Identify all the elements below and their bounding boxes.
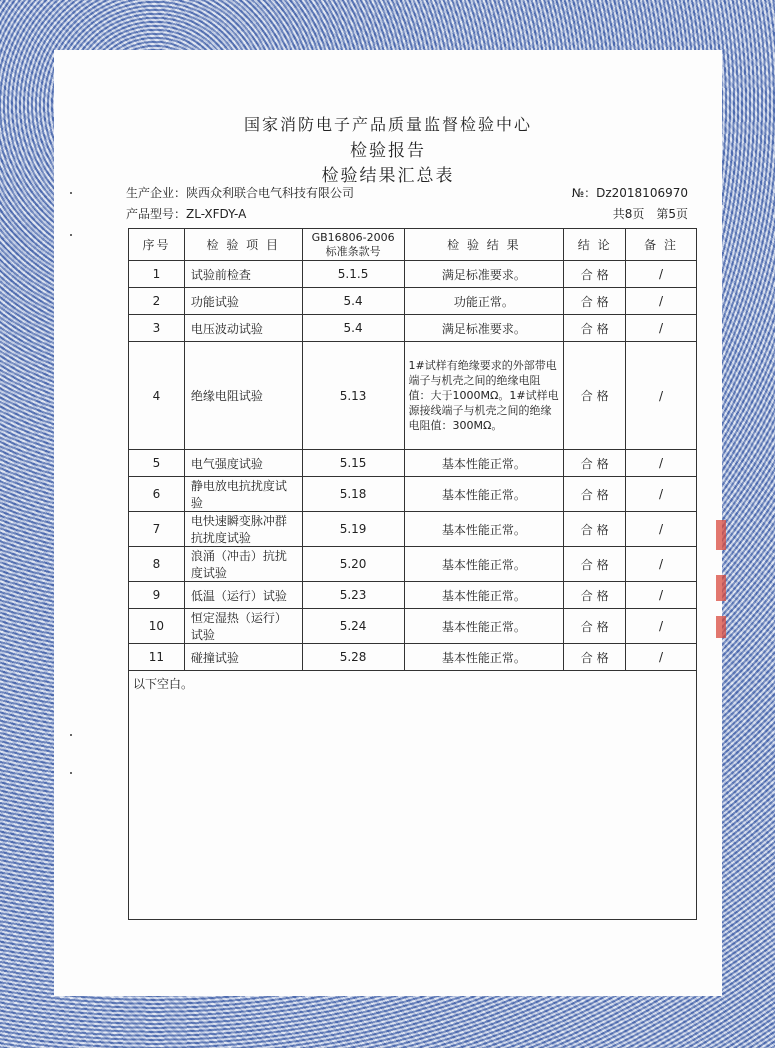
- row-no: 10: [129, 609, 185, 644]
- row-item: 功能试验: [184, 288, 302, 315]
- row-clause: 5.28: [302, 644, 404, 671]
- scan-dot: [70, 192, 72, 194]
- row-clause: 5.1.5: [302, 261, 404, 288]
- row-conclusion: 合 格: [564, 644, 626, 671]
- header-standard-clause: 标准条款号: [325, 244, 381, 258]
- row-no: 7: [129, 512, 185, 547]
- row-result: 基本性能正常。: [404, 609, 564, 644]
- row-result: 基本性能正常。: [404, 582, 564, 609]
- row-no: 5: [129, 450, 185, 477]
- row-conclusion: 合 格: [564, 512, 626, 547]
- row-clause: 5.19: [302, 512, 404, 547]
- report-page: [54, 50, 722, 996]
- row-item: 浪涌（冲击）抗扰度试验: [184, 547, 302, 582]
- row-remark: /: [626, 609, 697, 644]
- row-remark: /: [626, 261, 697, 288]
- row-result: 基本性能正常。: [404, 477, 564, 512]
- row-remark: /: [626, 342, 697, 450]
- blank-below-note: 以下空白。: [133, 677, 194, 691]
- table-row: [129, 644, 697, 671]
- header-standard-code: GB16806-2006: [311, 230, 395, 244]
- scan-dot: [70, 234, 72, 236]
- row-no: 11: [129, 644, 185, 671]
- row-no: 3: [129, 315, 185, 342]
- blank-area: [128, 669, 697, 920]
- row-clause: 5.23: [302, 582, 404, 609]
- row-result: 满足标准要求。: [404, 315, 564, 342]
- row-item: 碰撞试验: [184, 644, 302, 671]
- row-result: 功能正常。: [404, 288, 564, 315]
- row-conclusion: 合 格: [564, 342, 626, 450]
- row-conclusion: 合 格: [564, 609, 626, 644]
- row-clause: 5.18: [302, 477, 404, 512]
- header-item: 检 验 项 目: [184, 229, 302, 261]
- stamp-edge: [716, 575, 726, 601]
- document-title: 检验报告: [350, 141, 426, 161]
- table-row: [129, 342, 697, 450]
- row-result: 满足标准要求。: [404, 261, 564, 288]
- table-row: [129, 582, 697, 609]
- table-row: [129, 261, 697, 288]
- table-row: [129, 450, 697, 477]
- header-remark: 备 注: [626, 229, 697, 261]
- row-remark: /: [626, 582, 697, 609]
- row-item: 电压波动试验: [184, 315, 302, 342]
- row-conclusion: 合 格: [564, 582, 626, 609]
- table-row: [129, 609, 697, 644]
- header-conclusion: 结 论: [564, 229, 626, 261]
- header-standard: [302, 229, 404, 261]
- row-conclusion: 合 格: [564, 315, 626, 342]
- row-conclusion: 合 格: [564, 547, 626, 582]
- header-no: 序号: [129, 229, 185, 261]
- row-conclusion: 合 格: [564, 288, 626, 315]
- row-clause: 5.15: [302, 450, 404, 477]
- row-item: 绝缘电阻试验: [184, 342, 302, 450]
- table-row: [129, 477, 697, 512]
- row-item: 低温（运行）试验: [184, 582, 302, 609]
- table-row: [129, 547, 697, 582]
- row-remark: /: [626, 477, 697, 512]
- table-row: [129, 288, 697, 315]
- stamp-edge: [716, 616, 726, 638]
- row-no: 1: [129, 261, 185, 288]
- scan-dot: [70, 772, 72, 774]
- row-remark: /: [626, 288, 697, 315]
- row-no: 8: [129, 547, 185, 582]
- row-no: 4: [129, 342, 185, 450]
- row-conclusion: 合 格: [564, 450, 626, 477]
- issuing-organization: 国家消防电子产品质量监督检验中心: [243, 115, 532, 134]
- row-no: 6: [129, 477, 185, 512]
- row-remark: /: [626, 512, 697, 547]
- row-remark: /: [626, 644, 697, 671]
- row-item: 电快速瞬变脉冲群抗扰度试验: [184, 512, 302, 547]
- row-item: 试验前检查: [184, 261, 302, 288]
- report-number: №：Dz2018106970: [571, 186, 688, 200]
- row-result: 基本性能正常。: [404, 512, 564, 547]
- row-result: 基本性能正常。: [404, 450, 564, 477]
- row-no: 9: [129, 582, 185, 609]
- row-clause: 5.4: [302, 288, 404, 315]
- row-remark: /: [626, 547, 697, 582]
- header-result: 检 验 结 果: [404, 229, 564, 261]
- row-result: 基本性能正常。: [404, 547, 564, 582]
- row-remark: /: [626, 450, 697, 477]
- row-clause: 5.24: [302, 609, 404, 644]
- page-count: 共8页 第5页: [612, 207, 688, 221]
- row-conclusion: 合 格: [564, 261, 626, 288]
- row-clause: 5.13: [302, 342, 404, 450]
- row-result: 1#试样有绝缘要求的外部带电端子与机壳之间的绝缘电阻值：大于1000MΩ。1#试样电源接线端子与机壳之间的绝缘电阻值：300MΩ。: [404, 342, 564, 450]
- results-table: [128, 228, 697, 671]
- product-model: 产品型号：ZL-XFDY-A: [126, 207, 247, 221]
- stamp-edge: [716, 520, 726, 550]
- row-item: 电气强度试验: [184, 450, 302, 477]
- manufacturer: 生产企业：陕西众利联合电气科技有限公司: [126, 186, 355, 200]
- row-remark: /: [626, 315, 697, 342]
- table-title: 检验结果汇总表: [321, 166, 455, 186]
- row-result: 基本性能正常。: [404, 644, 564, 671]
- row-conclusion: 合 格: [564, 477, 626, 512]
- row-clause: 5.20: [302, 547, 404, 582]
- table-row: [129, 315, 697, 342]
- row-item: 静电放电抗扰度试验: [184, 477, 302, 512]
- table-header-row: [129, 229, 697, 261]
- scan-dot: [70, 734, 72, 736]
- table-row: [129, 512, 697, 547]
- row-no: 2: [129, 288, 185, 315]
- row-item: 恒定湿热（运行）试验: [184, 609, 302, 644]
- row-clause: 5.4: [302, 315, 404, 342]
